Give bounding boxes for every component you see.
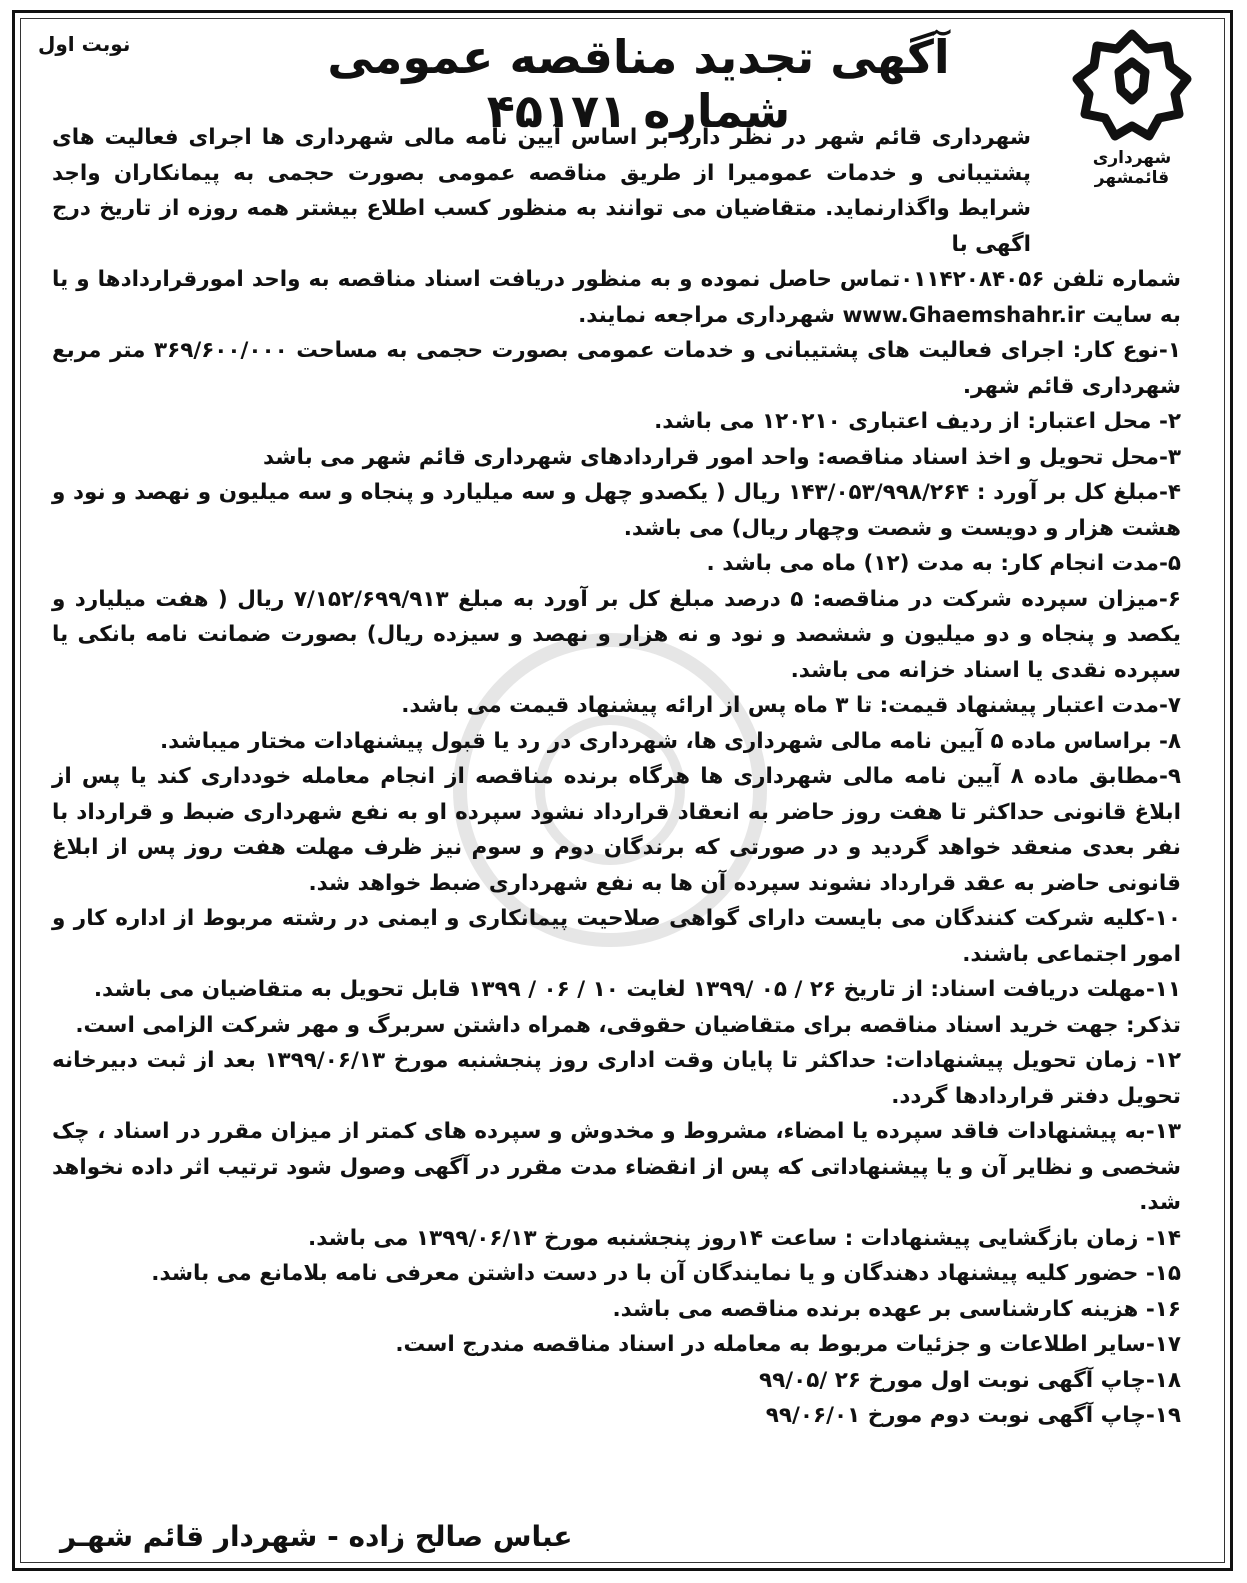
list-item: ۱۴- زمان بازگشایی پیشنهادات : ساعت ۱۴روز پنجشنبه مورخ ۱۳۹۹/۰۶/۱۳ می باشد. (308, 1225, 1181, 1251)
list-item: ۸- براساس ماده ۵ آیین نامه مالی شهرداری ها، شهرداری در رد یا قبول پیشنهادات مختار میباشد. (159, 728, 1181, 754)
note-item: تذکر: جهت خرید اسناد مناقصه برای متقاضیان حقوقی، همراه داشتن سربرگ و مهر شرکت الزامی است. (75, 1012, 1181, 1038)
intro-paragraph: شهرداری قائم شهر در نظر دارد بر اساس آیین نامه مالی شهرداری ها اجرای فعالیت های پشتیبانی و خدمات عمومیرا از طریق مناقصه عمومی بصورت حجمی به پیمانکاران واجد شرایط واگذارنماید. متقاضیان می توانند به منظور کسب اطلاع بیشتر همه روزه از تاریخ درج اگهی با (52, 125, 1031, 257)
list-item: ۱۳-به پیشنهادات فاقد سپرده یا امضاء، مشروط و مخدوش و سپرده های کمتر از میزان مقرر در اسناد ، چک شخصی و نظایر آن و یا پیشنهاداتی که پس از انقضاء مدت مقرر در آگهی وصول شود ترتیب اثر داده نخواهد شد. (52, 1119, 1181, 1215)
list-item: ۱۹-چاپ آگهی نوبت دوم مورخ ۹۹/۰۶/۰۱ (765, 1403, 1181, 1428)
list-item: ۱۲- زمان تحویل پیشنهادات: حداکثر تا پایان وقت اداری روز پنجشنبه مورخ ۱۳۹۹/۰۶/۱۳ بعد از ثبت دبیرخانه تحویل دفتر قراردادها گردد. (52, 1048, 1181, 1109)
list-item: ۱-نوع کار: اجرای فعالیت های پشتیبانی و خدمات عمومی بصورت حجمی به مساحت ۳۶۹/۶۰۰/۰۰۰ متر مربع شهرداری قائم شهر. (52, 338, 1181, 399)
list-item: ۷-مدت اعتبار پیشنهاد قیمت: تا ۳ ماه پس از ارائه پیشنهاد قیمت می باشد. (401, 693, 1181, 718)
list-item: ۳-محل تحویل و اخذ اسناد مناقصه: واحد امور قراردادهای شهرداری قائم شهر می باشد (262, 444, 1181, 470)
list-item: ۶-میزان سپرده شرکت در مناقصه: ۵ درصد مبلغ کل بر آورد به مبلغ ۷/۱۵۲/۶۹۹/۹۱۳ ریال ( هفت میلیارد و یکصد و پنجاه و دو میلیون و ششصد و نود و نه هزار و نهصد و سیزده ریال) بصورت ضمانت نامه بانکی یا سپرده نقدی یا اسناد خزانه می باشد. (52, 586, 1181, 683)
round-label: نوبت اول (38, 32, 131, 56)
list-item: ۱۶- هزینه کارشناسی بر عهده برنده مناقصه می باشد. (612, 1296, 1181, 1322)
list-item: ۱۰-کلیه شرکت کنندگان می بایست دارای گواهی صلاحیت پیمانکاری و ایمنی در رشته مربوط از اداره کار و امور اجتماعی باشند. (52, 906, 1181, 967)
list-item: ۴-مبلغ کل بر آورد : ۱۴۳/۰۵۳/۹۹۸/۲۶۴ ریال ( یکصدو چهل و سه میلیارد و پنجاه و سه میلیون و نهصد و نود و هشت هزار و دویست و شصت وچهار ریال) می باشد. (52, 480, 1181, 541)
list-item: ۱۸-چاپ آگهی نوبت اول مورخ ۲۶ /۹۹/۰۵ (759, 1367, 1181, 1393)
list-item: ۵-مدت انجام کار: به مدت (۱۲) ماه می باشد . (706, 551, 1181, 576)
list-item: ۲- محل اعتبار: از ردیف اعتباری ۱۲۰۲۱۰ می باشد. (654, 409, 1181, 434)
list-item: ۹-مطابق ماده ۸ آیین نامه مالی شهرداری ها هرگاه برنده مناقصه از انجام معامله خودداری کند یا پس از ابلاغ قانونی حداکثر تا هفت روز حاضر به انعقاد قرارداد نشود سپرده او به نفع شهرداری ضبط و قرارداد با نفر بعدی منعقد خواهد گردید و در صورتی که برندگان دوم و سوم نیز ظرف مهلت هفت روز پس از ابلاغ قانونی حاضر به عقد قرارداد نشوند سپرده آن ها به نفع شهرداری ضبط خواهد شد. (52, 764, 1181, 896)
signature: عباس صالح زاده - شهردار قائم شهـر (60, 1520, 573, 1553)
logo-caption: شهرداری قائمشهر (1092, 148, 1172, 188)
notice-body (52, 120, 1181, 1434)
list-item: ۱۵- حضور کلیه پیشنهاد دهندگان و یا نمایندگان آن با در دست داشتن معرفی نامه بلامانع می باشد. (151, 1261, 1181, 1286)
list-item: ۱۱-مهلت دریافت اسناد: از تاریخ ۲۶ / ۰۵ /۱۳۹۹ لغایت ۱۰ / ۰۶ / ۱۳۹۹ قابل تحویل به متقاضیان می باشد. (93, 977, 1181, 1002)
intro-paragraph-contact: شماره تلفن ۰۱۱۴۲۰۸۴۰۵۶تماس حاصل نموده و به منظور دریافت اسناد مناقصه به واحد امورقراردادها و یا به سایت www.Ghaemshahr.ir شهرداری مراجعه نمایند. (52, 267, 1181, 328)
page-title: آگهی تجدید مناقصه عمومی شماره ۴۵۱۷۱ (327, 30, 950, 138)
list-item: ۱۷-سایر اطلاعات و جزئیات مربوط به معامله در اسناد مناقصه مندرج است. (395, 1332, 1181, 1357)
